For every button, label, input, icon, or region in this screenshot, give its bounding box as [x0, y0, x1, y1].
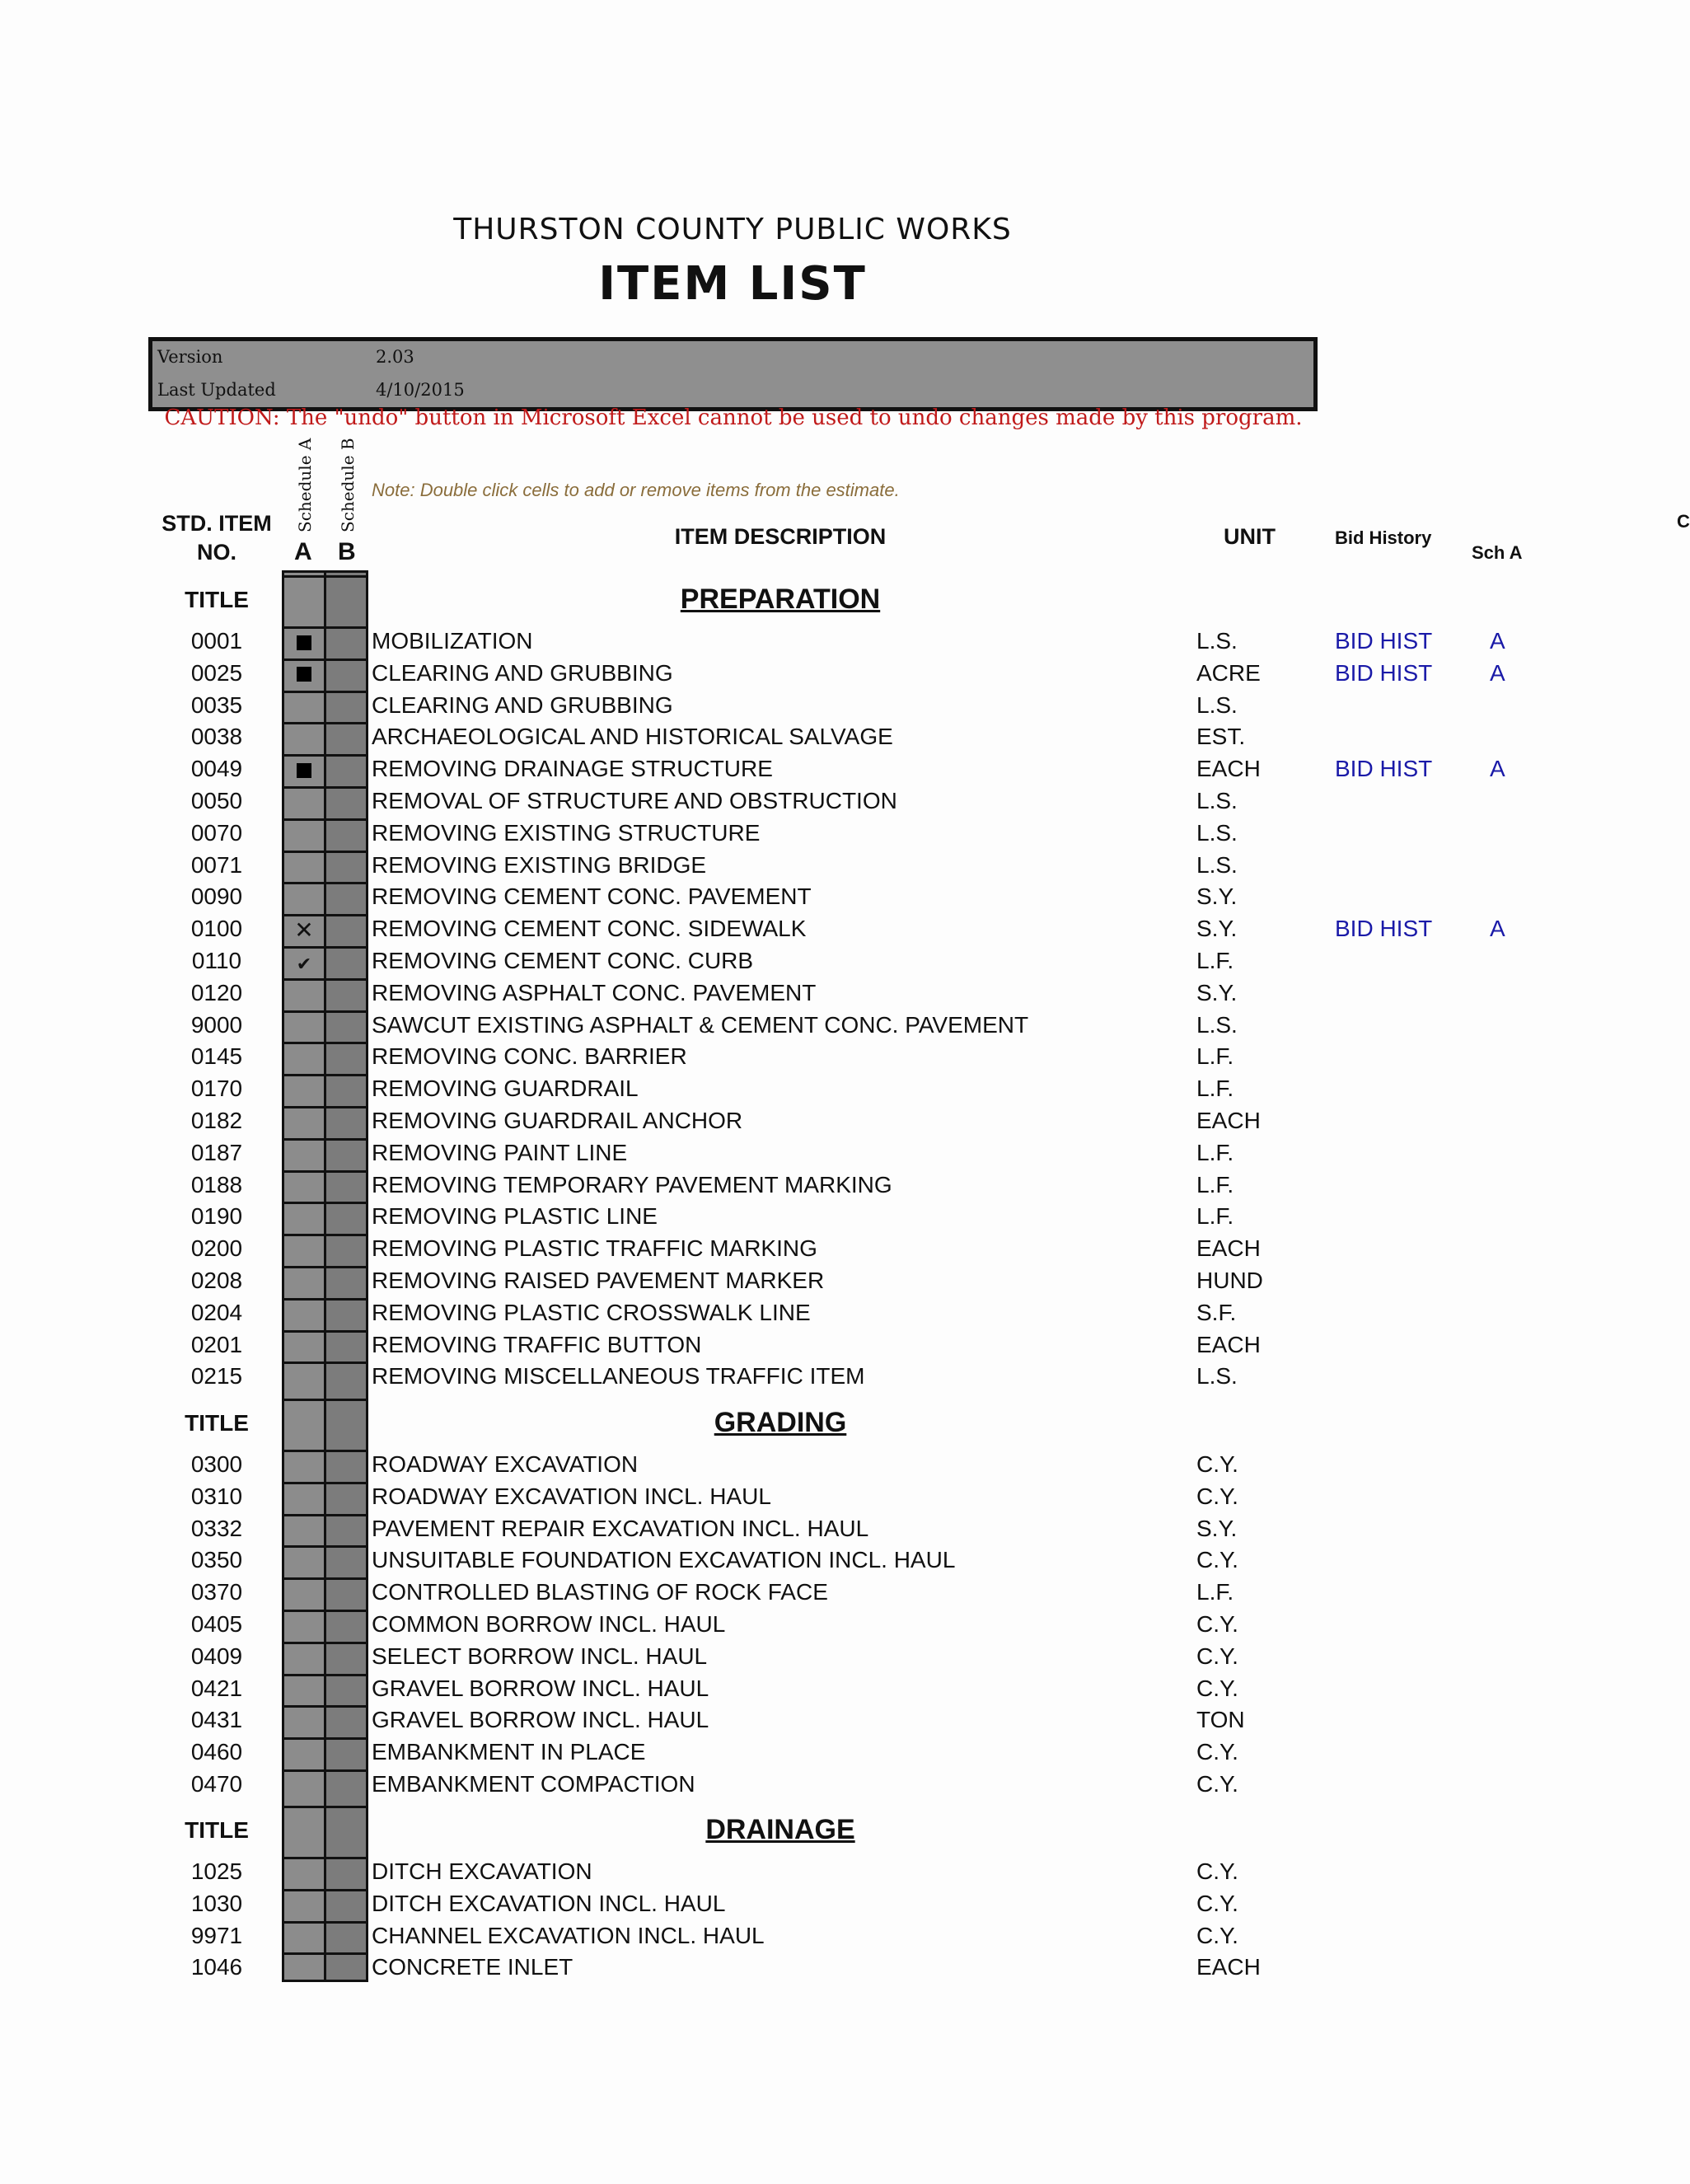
item-number: 0049 — [190, 756, 243, 782]
item-description[interactable]: REMOVING GUARDRAIL — [372, 1076, 639, 1102]
item-number: 0182 — [190, 1108, 243, 1133]
item-number: 0190 — [190, 1203, 243, 1230]
schedule-a-cell[interactable] — [282, 691, 326, 722]
schedule-b-cell[interactable] — [324, 946, 368, 977]
item-unit: L.S. — [1196, 1011, 1238, 1038]
schedule-a-cell[interactable] — [282, 1042, 326, 1073]
item-description[interactable]: REMOVING CEMENT CONC. CURB — [372, 948, 754, 973]
schedule-a-cell[interactable] — [282, 1577, 326, 1609]
item-description[interactable]: SAWCUT EXISTING ASPHALT & CEMENT CONC. PAVEMENT — [372, 1011, 1029, 1038]
item-unit: L.F. — [1196, 1203, 1234, 1230]
item-description[interactable]: PAVEMENT REPAIR EXCAVATION INCL. HAUL — [372, 1515, 869, 1541]
schedule-a-cell[interactable] — [282, 786, 326, 818]
item-number: 0421 — [190, 1675, 243, 1701]
schedule-a-cell[interactable] — [282, 818, 326, 850]
item-description[interactable]: CLEARING AND GRUBBING — [372, 691, 673, 718]
instruction-note: Note: Double click cells to add or remove items from the estimate. — [372, 480, 900, 500]
schedule-a-cell[interactable] — [282, 1545, 326, 1577]
caution-message: CAUTION: The "undo" button in Microsoft Excel cannot be used to undo changes made by this program. — [164, 405, 1303, 430]
section-title-row — [0, 1806, 1688, 1850]
schedule-b-cell[interactable] — [324, 1042, 368, 1073]
table-row — [0, 1010, 1688, 1042]
organization-name: THURSTON COUNTY PUBLIC WORKS — [453, 213, 1012, 246]
schedule-a-cell[interactable] — [282, 1674, 326, 1705]
schedule-b-cell[interactable] — [324, 1202, 368, 1233]
table-row — [0, 626, 1688, 658]
item-unit: S.Y. — [1196, 979, 1238, 1005]
bid-history-header: Bid History — [1335, 527, 1432, 548]
item-description[interactable]: DITCH EXCAVATION — [372, 1858, 592, 1884]
schedule-a-cell[interactable] — [282, 575, 326, 620]
item-number: 0120 — [190, 979, 243, 1005]
schedule-b-cell[interactable] — [324, 1610, 368, 1641]
item-unit: L.F. — [1196, 1139, 1234, 1165]
item-description[interactable]: DITCH EXCAVATION INCL. HAUL — [372, 1890, 726, 1916]
item-number: 0405 — [190, 1611, 243, 1637]
schedule-b-header: Schedule B — [338, 438, 358, 532]
table-row — [0, 1450, 1688, 1481]
item-number: 0208 — [190, 1268, 243, 1293]
item-description[interactable]: REMOVING ASPHALT CONC. PAVEMENT — [372, 979, 817, 1005]
item-description[interactable]: REMOVING PLASTIC TRAFFIC MARKING — [372, 1235, 817, 1262]
item-description[interactable]: ROADWAY EXCAVATION INCL. HAUL — [372, 1483, 771, 1509]
table-row — [0, 1170, 1688, 1202]
column-bottom-border — [282, 1980, 368, 1982]
item-description[interactable]: CHANNEL EXCAVATION INCL. HAUL — [372, 1922, 765, 1948]
item-description[interactable]: ROADWAY EXCAVATION — [372, 1451, 639, 1477]
schedule-b-cell[interactable] — [324, 1266, 368, 1297]
item-unit: L.F. — [1196, 1043, 1234, 1070]
schedule-link[interactable]: A — [1490, 916, 1505, 942]
schedule-b-cell[interactable] — [324, 1298, 368, 1329]
x-mark-icon: ✕ — [294, 917, 314, 944]
item-description[interactable]: REMOVING CEMENT CONC. PAVEMENT — [372, 883, 812, 910]
std-item-header: STD. ITEM — [162, 511, 272, 536]
table-row — [0, 1642, 1688, 1673]
schedule-a-cell[interactable] — [282, 1642, 326, 1673]
item-description[interactable]: MOBILIZATION — [372, 628, 533, 654]
item-number: 9971 — [190, 1922, 243, 1948]
schedule-b-cell[interactable] — [324, 851, 368, 882]
schedule-a-cell[interactable] — [282, 1806, 326, 1850]
item-unit: C.Y. — [1196, 1739, 1238, 1765]
table-row — [0, 1769, 1688, 1801]
item-number: 0300 — [190, 1451, 243, 1477]
table-row — [0, 722, 1688, 753]
item-number: 0145 — [190, 1043, 243, 1070]
item-number: 9000 — [190, 1011, 243, 1038]
schedule-a-cell[interactable] — [282, 1330, 326, 1361]
schedule-b-cell[interactable] — [324, 658, 368, 690]
schedule-a-cell[interactable] — [282, 1138, 326, 1169]
table-row — [0, 1482, 1688, 1513]
schedule-b-cell[interactable] — [324, 1514, 368, 1545]
schedule-a-cell[interactable] — [282, 1482, 326, 1513]
item-number: 0204 — [190, 1299, 243, 1325]
item-description[interactable]: REMOVING PLASTIC LINE — [372, 1203, 658, 1230]
schedule-a-cell[interactable] — [282, 1106, 326, 1137]
schedule-b-cell[interactable] — [324, 1806, 368, 1850]
schedule-a-cell[interactable] — [282, 946, 326, 977]
item-unit: L.F. — [1196, 948, 1234, 973]
selected-square-icon — [297, 667, 311, 682]
schedule-b-cell[interactable] — [324, 1769, 368, 1801]
schedule-b-cell[interactable] — [324, 1330, 368, 1361]
table-row — [0, 786, 1688, 818]
table-row — [0, 658, 1688, 690]
schedule-a-cell[interactable] — [282, 1234, 326, 1265]
item-unit: C.Y. — [1196, 1890, 1238, 1916]
item-number: 0409 — [190, 1643, 243, 1669]
table-row — [0, 1889, 1688, 1920]
table-row — [0, 1106, 1688, 1137]
schedule-b-cell[interactable] — [324, 1705, 368, 1736]
title-label: TITLE — [185, 587, 249, 612]
item-unit: EACH — [1196, 1235, 1261, 1262]
item-unit: EST. — [1196, 724, 1246, 750]
item-unit: L.S. — [1196, 691, 1238, 718]
schedule-a-cell[interactable] — [282, 978, 326, 1010]
table-row — [0, 978, 1688, 1010]
schedule-a-cell[interactable] — [282, 1889, 326, 1920]
item-description[interactable]: REMOVING CONC. BARRIER — [372, 1043, 687, 1070]
item-unit: L.S. — [1196, 1363, 1238, 1390]
schedule-b-cell[interactable] — [324, 1234, 368, 1265]
table-row — [0, 1266, 1688, 1297]
item-unit: S.Y. — [1196, 1515, 1238, 1541]
schedule-b-cell[interactable] — [324, 978, 368, 1010]
schedule-link[interactable]: A — [1490, 628, 1505, 654]
section-title-row — [0, 1399, 1688, 1443]
schedule-b-cell[interactable] — [324, 575, 368, 620]
table-row — [0, 1042, 1688, 1073]
item-number: 0100 — [190, 916, 243, 942]
schedule-a-cell[interactable] — [282, 1514, 326, 1545]
item-description-header: ITEM DESCRIPTION — [674, 524, 887, 549]
schedule-b-cell[interactable] — [324, 754, 368, 785]
table-row — [0, 946, 1688, 977]
table-row — [0, 1737, 1688, 1769]
table-row — [0, 1545, 1688, 1577]
table-row — [0, 1234, 1688, 1265]
table-row — [0, 1921, 1688, 1952]
table-row — [0, 1952, 1688, 1984]
schedule-b-cell[interactable] — [324, 1857, 368, 1888]
item-number: 0201 — [190, 1331, 243, 1357]
schedule-a-cell[interactable] — [282, 1010, 326, 1042]
schedule-b-cell[interactable] — [324, 1399, 368, 1443]
item-unit: L.F. — [1196, 1579, 1234, 1605]
version-row — [157, 341, 414, 373]
last-updated-row — [157, 374, 465, 405]
schedule-b-cell[interactable] — [324, 1642, 368, 1673]
item-unit: C.Y. — [1196, 1771, 1238, 1797]
truncated-header: C — [1677, 511, 1690, 532]
item-description[interactable]: REMOVING DRAINAGE STRUCTURE — [372, 756, 773, 782]
table-row — [0, 754, 1688, 785]
schedule-a-cell[interactable] — [282, 1737, 326, 1769]
section-title-row — [0, 575, 1688, 620]
table-row — [0, 851, 1688, 882]
item-unit: C.Y. — [1196, 1643, 1238, 1669]
item-unit: L.S. — [1196, 788, 1238, 813]
checkmark-icon: ✔ — [296, 954, 312, 974]
item-description[interactable]: GRAVEL BORROW INCL. HAUL — [372, 1707, 709, 1733]
schedule-b-cell[interactable] — [324, 1889, 368, 1920]
bid-history-link[interactable]: BID HIST — [1335, 659, 1433, 686]
table-row — [0, 1705, 1688, 1736]
last-updated-value: 4/10/2015 — [376, 380, 465, 400]
schedule-a-cell[interactable] — [282, 1298, 326, 1329]
schedule-a-cell[interactable] — [282, 1705, 326, 1736]
item-unit: C.Y. — [1196, 1858, 1238, 1884]
item-number: 0170 — [190, 1076, 243, 1102]
schedule-a-cell[interactable] — [282, 1361, 326, 1393]
schedule-b-cell[interactable] — [324, 818, 368, 850]
item-number: 0470 — [190, 1771, 243, 1797]
schedule-b-cell[interactable] — [324, 1482, 368, 1513]
schedule-a-cell[interactable] — [282, 882, 326, 913]
schedule-link[interactable]: A — [1490, 659, 1505, 686]
item-number: 0310 — [190, 1483, 243, 1509]
version-label: Version — [157, 347, 223, 367]
item-description[interactable]: COMMON BORROW INCL. HAUL — [372, 1611, 726, 1637]
item-description[interactable]: REMOVING CEMENT CONC. SIDEWALK — [372, 916, 807, 942]
item-unit: ACRE — [1196, 659, 1261, 686]
page-title: ITEM LIST — [598, 257, 867, 311]
version-box — [148, 337, 1318, 411]
item-unit: S.Y. — [1196, 916, 1238, 942]
schedule-b-cell[interactable] — [324, 1450, 368, 1481]
table-row — [0, 1577, 1688, 1609]
item-unit: S.F. — [1196, 1299, 1237, 1325]
item-description[interactable]: EMBANKMENT IN PLACE — [372, 1739, 646, 1765]
item-number: 0460 — [190, 1739, 243, 1765]
item-unit: L.S. — [1196, 819, 1238, 846]
item-number: 0071 — [190, 851, 243, 878]
schedule-a-cell[interactable] — [282, 1266, 326, 1297]
table-row — [0, 1074, 1688, 1105]
schedule-a-cell[interactable] — [282, 914, 326, 945]
section-name: DRAINAGE — [705, 1814, 855, 1845]
schedule-link[interactable]: A — [1490, 756, 1505, 782]
table-row — [0, 882, 1688, 913]
schedule-b-cell[interactable] — [324, 1674, 368, 1705]
schedule-b-cell[interactable] — [324, 1170, 368, 1202]
item-description[interactable]: REMOVING TEMPORARY PAVEMENT MARKING — [372, 1171, 892, 1197]
item-description[interactable]: REMOVING TRAFFIC BUTTON — [372, 1331, 702, 1357]
item-number: 0090 — [190, 883, 243, 910]
item-description[interactable]: GRAVEL BORROW INCL. HAUL — [372, 1675, 709, 1701]
unit-header: UNIT — [1224, 524, 1276, 549]
bid-history-link[interactable]: BID HIST — [1335, 628, 1433, 654]
table-row — [0, 1361, 1688, 1393]
item-number: 0350 — [190, 1547, 243, 1573]
item-number: 1030 — [190, 1890, 243, 1916]
schedule-a-cell[interactable] — [282, 1399, 326, 1443]
item-unit: HUND — [1196, 1268, 1263, 1293]
item-unit: C.Y. — [1196, 1675, 1238, 1701]
schedule-b-cell[interactable] — [324, 1545, 368, 1577]
item-number: 0370 — [190, 1579, 243, 1605]
item-number: 0431 — [190, 1707, 243, 1733]
schedule-b-cell[interactable] — [324, 722, 368, 753]
item-number: 1025 — [190, 1858, 243, 1884]
item-number: 0332 — [190, 1515, 243, 1541]
table-row — [0, 1202, 1688, 1233]
schedule-a-cell[interactable] — [282, 1170, 326, 1202]
schedule-b-cell[interactable] — [324, 1361, 368, 1393]
item-number: 0215 — [190, 1363, 243, 1390]
schedule-a-cell[interactable] — [282, 1769, 326, 1801]
title-label: TITLE — [185, 1817, 249, 1843]
item-unit: C.Y. — [1196, 1922, 1238, 1948]
item-unit: TON — [1196, 1707, 1245, 1733]
table-row — [0, 1674, 1688, 1705]
item-number: 0035 — [190, 691, 243, 718]
item-unit: L.S. — [1196, 628, 1238, 654]
schedule-b-cell[interactable] — [324, 914, 368, 945]
item-description[interactable]: REMOVING RAISED PAVEMENT MARKER — [372, 1268, 825, 1293]
schedule-a-cell[interactable] — [282, 754, 326, 785]
last-updated-label: Last Updated — [157, 380, 276, 400]
table-row — [0, 1857, 1688, 1888]
table-row — [0, 1610, 1688, 1641]
table-row — [0, 1298, 1688, 1329]
schedule-a-cell[interactable] — [282, 1074, 326, 1105]
table-row — [0, 1330, 1688, 1361]
item-description[interactable]: CONTROLLED BLASTING OF ROCK FACE — [372, 1579, 828, 1605]
item-unit: C.Y. — [1196, 1483, 1238, 1509]
schedule-b-cell[interactable] — [324, 1737, 368, 1769]
item-number: 0200 — [190, 1235, 243, 1262]
schedule-b-cell[interactable] — [324, 882, 368, 913]
item-description[interactable]: CLEARING AND GRUBBING — [372, 659, 673, 686]
schedule-b-cell[interactable] — [324, 626, 368, 658]
title-label: TITLE — [185, 1410, 249, 1436]
schedule-b-cell[interactable] — [324, 1106, 368, 1137]
std-item-no-header: NO. — [196, 540, 236, 565]
schedule-a-cell[interactable] — [282, 1202, 326, 1233]
item-unit: L.F. — [1196, 1171, 1234, 1197]
schedule-b-cell[interactable] — [324, 1577, 368, 1609]
schedule-a-cell[interactable] — [282, 626, 326, 658]
item-number: 0050 — [190, 788, 243, 813]
schedule-a-cell[interactable] — [282, 722, 326, 753]
item-description[interactable]: REMOVING EXISTING BRIDGE — [372, 851, 707, 878]
item-description[interactable]: REMOVING EXISTING STRUCTURE — [372, 819, 761, 846]
version-value: 2.03 — [376, 347, 414, 367]
table-row — [0, 1138, 1688, 1169]
table-row — [0, 914, 1688, 945]
item-description[interactable]: CONCRETE INLET — [372, 1954, 573, 1980]
selected-square-icon — [297, 763, 311, 778]
item-number: 0188 — [190, 1171, 243, 1197]
item-number: 1046 — [190, 1954, 243, 1980]
item-description[interactable]: REMOVING PAINT LINE — [372, 1139, 628, 1165]
schedule-a-cell[interactable] — [282, 1610, 326, 1641]
item-unit: L.S. — [1196, 851, 1238, 878]
item-unit: C.Y. — [1196, 1451, 1238, 1477]
item-number: 0070 — [190, 819, 243, 846]
section-name: GRADING — [714, 1407, 847, 1438]
item-description[interactable]: REMOVING PLASTIC CROSSWALK LINE — [372, 1299, 811, 1325]
item-description[interactable]: UNSUITABLE FOUNDATION EXCAVATION INCL. HAUL — [372, 1547, 956, 1573]
schedule-a-cell[interactable] — [282, 1857, 326, 1888]
item-unit: EACH — [1196, 1108, 1261, 1133]
item-unit: C.Y. — [1196, 1611, 1238, 1637]
item-unit: L.F. — [1196, 1076, 1234, 1102]
schedule-b-cell[interactable] — [324, 1010, 368, 1042]
schedule-b-cell[interactable] — [324, 1921, 368, 1952]
item-number: 0110 — [191, 948, 242, 973]
item-unit: EACH — [1196, 1954, 1261, 1980]
item-unit: EACH — [1196, 756, 1261, 782]
table-row — [0, 818, 1688, 850]
item-description[interactable]: REMOVAL OF STRUCTURE AND OBSTRUCTION — [372, 788, 897, 813]
sch-a-header: Sch A — [1472, 542, 1523, 563]
schedule-a-cell[interactable] — [282, 851, 326, 882]
schedule-a-header: Schedule A — [295, 438, 315, 532]
schedule-a-cell[interactable] — [282, 1450, 326, 1481]
schedule-b-cell[interactable] — [324, 1074, 368, 1105]
item-unit: S.Y. — [1196, 883, 1238, 910]
schedule-b-cell[interactable] — [324, 1138, 368, 1169]
schedule-a-cell[interactable] — [282, 658, 326, 690]
item-unit: C.Y. — [1196, 1547, 1238, 1573]
table-row — [0, 1514, 1688, 1545]
table-row — [0, 691, 1688, 722]
schedule-a-cell[interactable] — [282, 1921, 326, 1952]
item-number: 0038 — [190, 724, 243, 750]
schedule-b-cell[interactable] — [324, 691, 368, 722]
selected-square-icon — [297, 635, 311, 650]
schedule-b-cell[interactable] — [324, 786, 368, 818]
item-description[interactable]: EMBANKMENT COMPACTION — [372, 1771, 695, 1797]
item-number: 0187 — [190, 1139, 243, 1165]
col-a-header: A — [294, 538, 312, 565]
section-name: PREPARATION — [680, 583, 881, 615]
item-description[interactable]: SELECT BORROW INCL. HAUL — [372, 1643, 708, 1669]
bid-history-link[interactable]: BID HIST — [1335, 916, 1433, 942]
item-description[interactable]: REMOVING GUARDRAIL ANCHOR — [372, 1108, 743, 1133]
col-b-header: B — [338, 538, 356, 565]
item-description[interactable]: ARCHAEOLOGICAL AND HISTORICAL SALVAGE — [372, 724, 893, 750]
bid-history-link[interactable]: BID HIST — [1335, 756, 1433, 782]
item-number: 0001 — [190, 628, 243, 654]
item-description[interactable]: REMOVING MISCELLANEOUS TRAFFIC ITEM — [372, 1363, 865, 1390]
item-number: 0025 — [190, 659, 243, 686]
item-unit: EACH — [1196, 1331, 1261, 1357]
